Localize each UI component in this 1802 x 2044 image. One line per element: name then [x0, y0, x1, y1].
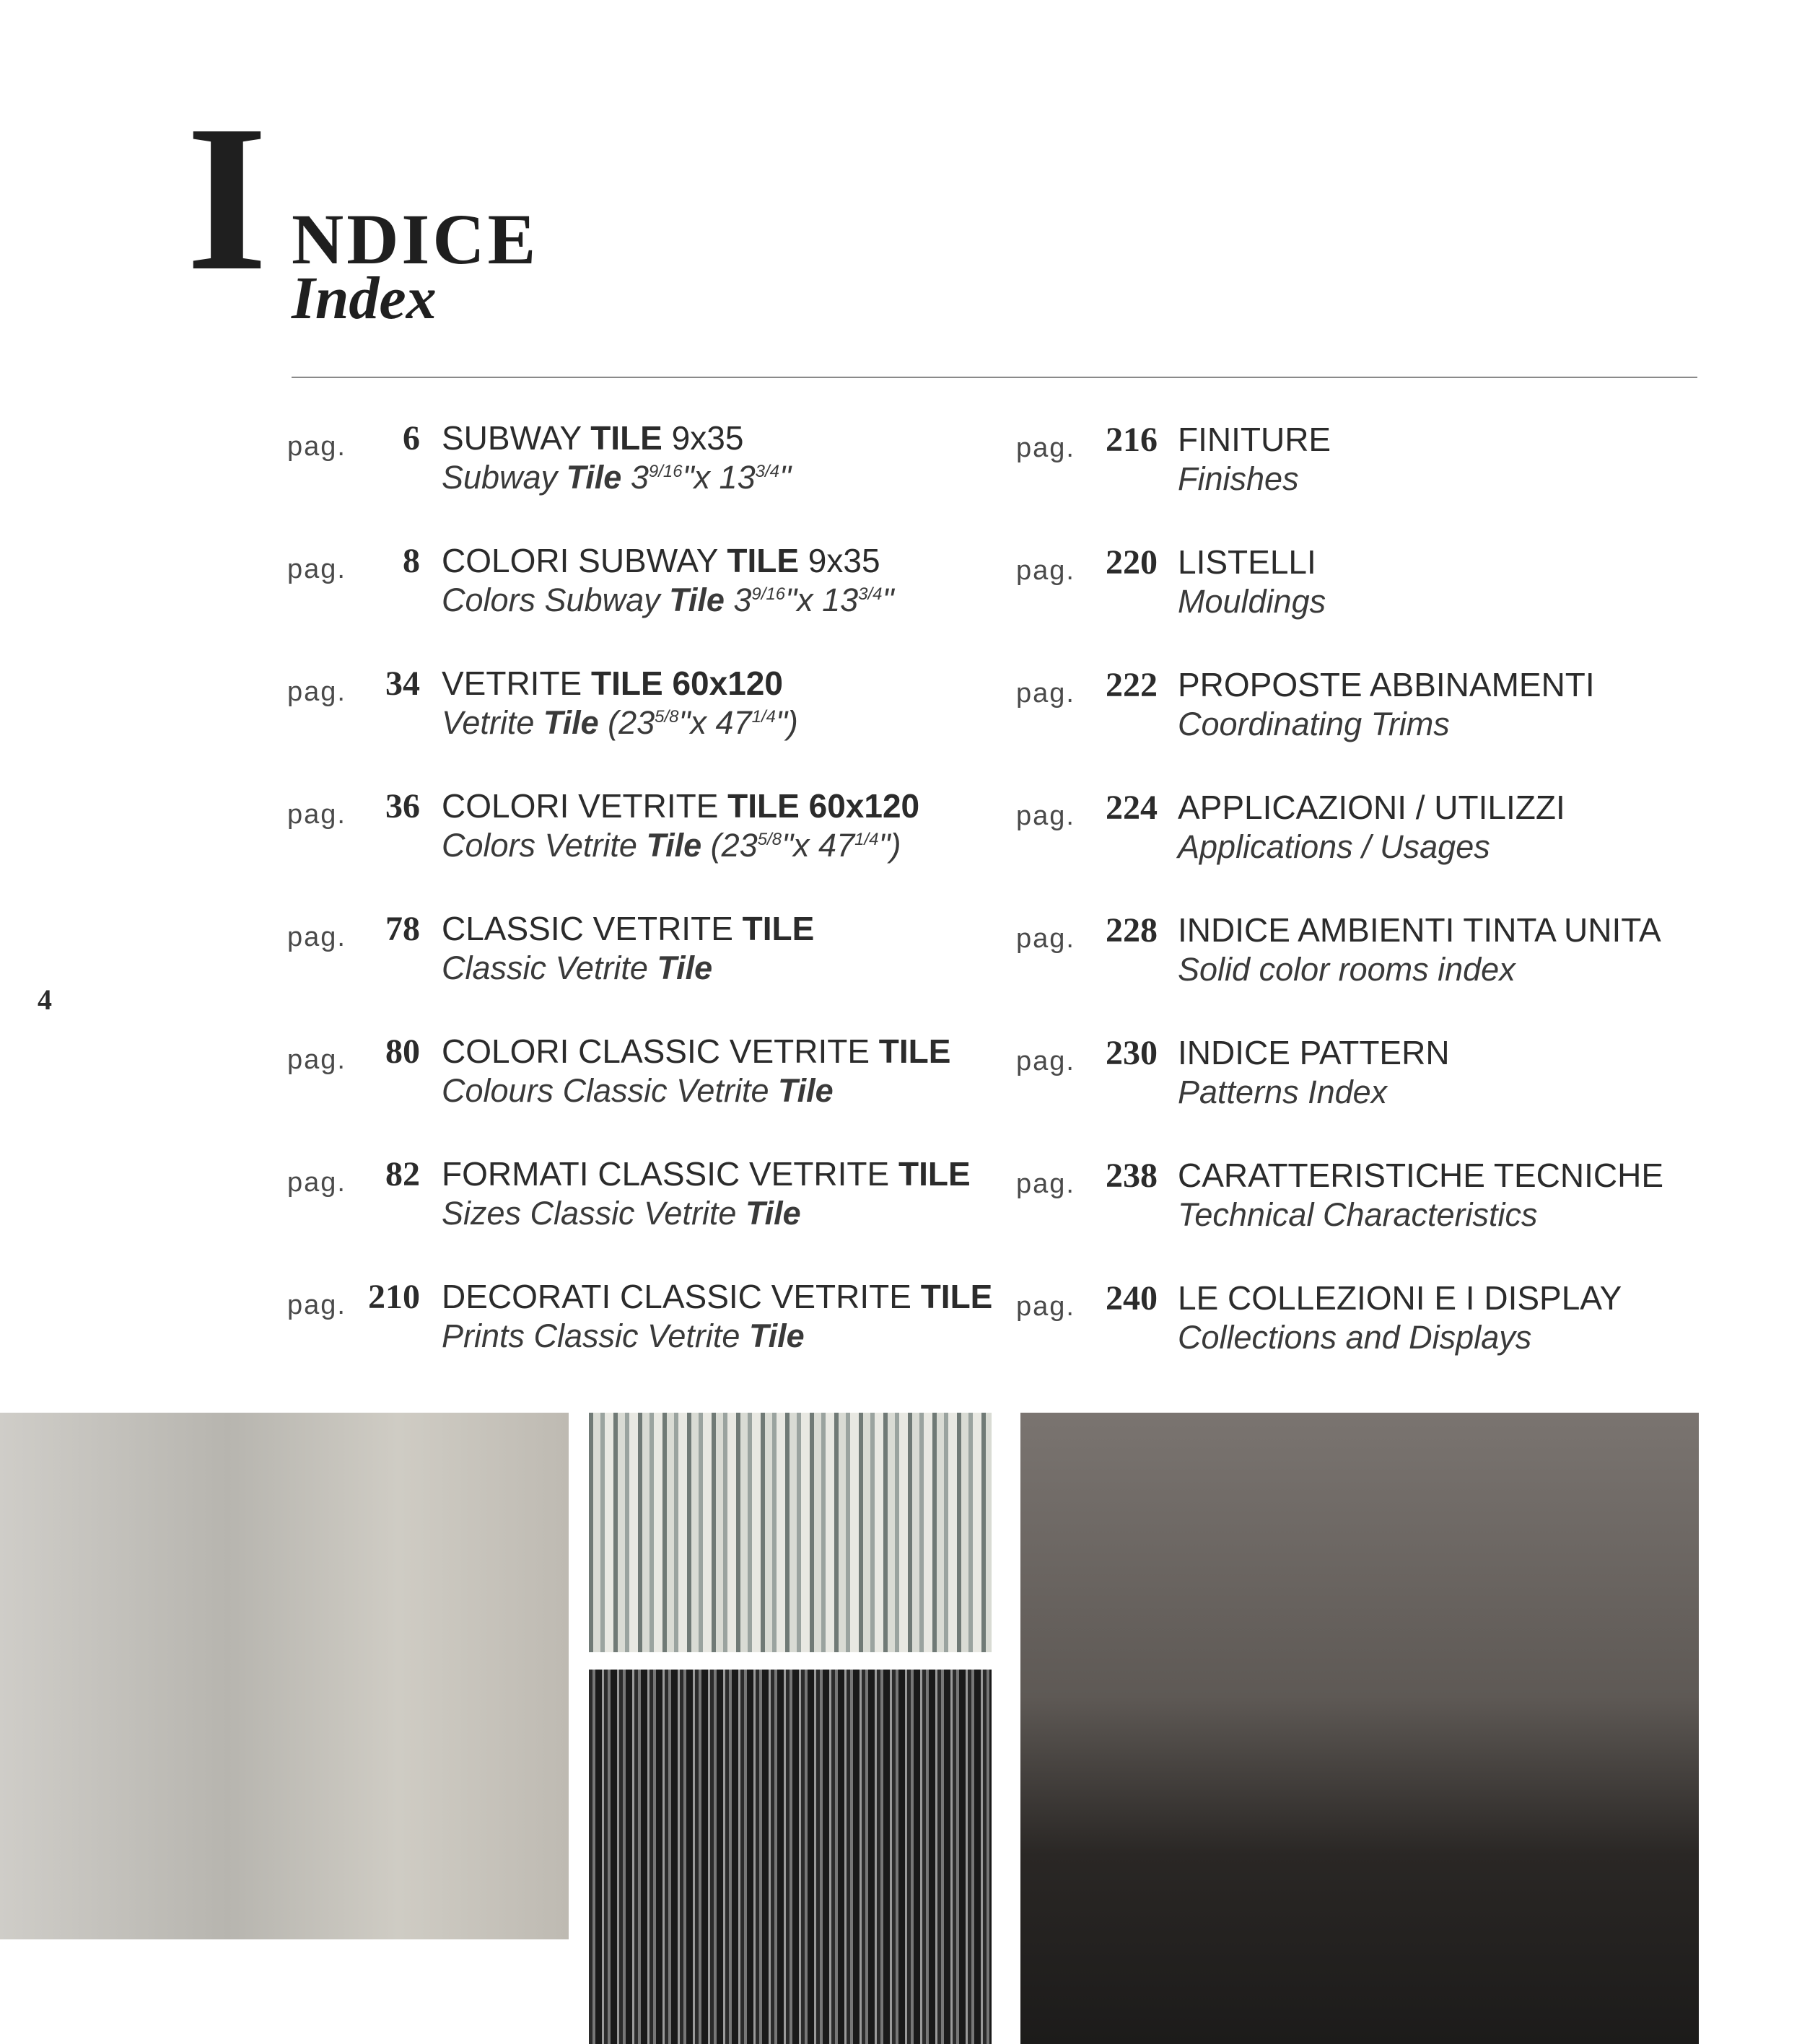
entry-pag-label: pag.	[287, 1045, 346, 1075]
entry-pag-label: pag.	[287, 799, 346, 830]
entry-title-it-text: FORMATI CLASSIC VETRITE	[442, 1155, 898, 1193]
entry-title-en	[442, 582, 894, 619]
entry-title-en-text: Prints Classic Vetrite	[442, 1317, 749, 1354]
entry-size-mid: "x 13	[682, 459, 756, 496]
entry-pag-label: pag.	[287, 677, 346, 707]
entry-size-mid: "x 13	[785, 582, 859, 618]
entry-title-en: Technical Characteristics	[1178, 1196, 1538, 1233]
photo-tile-armchair	[0, 1413, 569, 1939]
entry-pag-label: pag.	[287, 554, 346, 584]
entry-title-en: Finishes	[1178, 460, 1299, 497]
entry-title-it	[442, 541, 880, 580]
entry-title-it-text: DECORATI CLASSIC VETRITE	[442, 1278, 921, 1315]
entry-title-en-bold: Tile	[777, 1072, 834, 1109]
entry-title-en	[442, 1195, 801, 1232]
index-entry[interactable]	[287, 1025, 980, 1111]
entry-title-en-suffix: (23	[701, 827, 758, 864]
entry-title-it	[442, 1032, 950, 1071]
entry-title-en-bold: Tile	[669, 582, 725, 618]
entry-size-mid: "x 47	[782, 827, 855, 864]
entry-title-it-bold: TILE 60x120	[591, 664, 783, 702]
entry-title-it-suffix: 9x35	[799, 542, 880, 579]
page-subtitle: Index	[292, 265, 437, 332]
index-entry[interactable]	[287, 657, 980, 743]
entry-size-end: "	[882, 582, 894, 618]
entry-page-number: 82	[385, 1155, 420, 1193]
page-number: 4	[38, 983, 52, 1016]
entry-title-en	[442, 1317, 805, 1355]
entry-title-en	[442, 949, 712, 987]
entry-size-fraction: 5/8	[757, 830, 782, 849]
index-entry[interactable]	[1016, 658, 1694, 745]
entry-title-it-text: COLORI CLASSIC VETRITE	[442, 1032, 879, 1070]
entry-size-fraction: 1/4	[854, 830, 879, 849]
entry-pag-label: pag.	[1016, 801, 1075, 831]
photo-tile-texture-light	[589, 1413, 992, 1652]
entry-size-mid: "x 47	[678, 704, 752, 741]
entry-title-it-text: CLASSIC VETRITE	[442, 910, 743, 947]
index-entry[interactable]	[1016, 1271, 1694, 1358]
entry-page-number: 238	[1106, 1157, 1158, 1195]
index-entry[interactable]	[1016, 781, 1694, 867]
entry-size-end: ")	[775, 704, 798, 741]
entry-page-number: 222	[1106, 666, 1158, 704]
entry-title-en-text: Colors Subway	[442, 582, 670, 618]
entry-page-number: 216	[1106, 421, 1158, 459]
entry-title-it-bold: TILE	[920, 1278, 993, 1315]
entry-page-number: 240	[1106, 1279, 1158, 1317]
entry-title-it: FINITURE	[1178, 421, 1331, 458]
entry-title-it-bold: TILE	[898, 1155, 971, 1193]
entry-title-it-text: COLORI SUBWAY	[442, 542, 727, 579]
entry-title-en-bold: Tile	[543, 704, 599, 741]
entry-pag-label: pag.	[287, 922, 346, 952]
entry-title-en-text: Vetrite	[442, 704, 543, 741]
entry-size-end: ")	[878, 827, 901, 864]
entry-pag-label: pag.	[287, 1167, 346, 1198]
entry-title-en-suffix: (23	[598, 704, 655, 741]
photo-interior-fireplace	[1020, 1413, 1699, 2044]
entry-title-en	[442, 827, 901, 864]
entry-title-en-suffix: 3	[724, 582, 752, 618]
entry-title-en	[442, 459, 791, 496]
index-entry[interactable]	[287, 411, 980, 498]
index-entry[interactable]	[1016, 535, 1694, 622]
entry-pag-label: pag.	[287, 1290, 346, 1320]
entry-title-it	[442, 1154, 971, 1193]
entry-page-number: 230	[1106, 1034, 1158, 1072]
entry-title-it-bold: TILE	[742, 910, 815, 947]
page-title-initial: I	[186, 82, 268, 314]
index-entry[interactable]	[1016, 413, 1694, 499]
entry-title-it	[442, 418, 743, 457]
entry-pag-label: pag.	[1016, 1169, 1075, 1199]
entry-pag-label: pag.	[287, 431, 346, 462]
entry-title-en-bold: Tile	[657, 949, 713, 986]
entry-title-en	[442, 1072, 834, 1110]
entry-page-number: 6	[403, 419, 420, 457]
entry-pag-label: pag.	[1016, 924, 1075, 954]
entry-page-number: 228	[1106, 911, 1158, 949]
entry-title-it-text: VETRITE	[442, 664, 592, 702]
entry-size-fraction: 3/4	[755, 462, 779, 481]
entry-title-en: Collections and Displays	[1178, 1319, 1532, 1356]
entry-title-en-text: Colors Vetrite	[442, 827, 647, 864]
entry-title-it	[442, 786, 919, 825]
entry-title-en: Patterns Index	[1178, 1074, 1388, 1110]
entry-title-en	[442, 704, 798, 742]
page-title: NDICE	[292, 199, 539, 279]
entry-size-fraction: 1/4	[751, 707, 776, 727]
entry-page-number: 36	[385, 787, 420, 825]
entry-title-it-bold: TILE 60x120	[727, 787, 920, 825]
entry-title-en: Coordinating Trims	[1178, 706, 1450, 742]
entry-page-number: 8	[403, 542, 420, 580]
entry-title-en-text: Sizes Classic Vetrite	[442, 1195, 745, 1232]
entry-title-it	[442, 909, 814, 948]
entry-title-en-bold: Tile	[566, 459, 622, 496]
entry-title-en: Solid color rooms index	[1178, 951, 1515, 988]
index-entry[interactable]	[287, 1147, 980, 1234]
entry-size-fraction: 3/4	[858, 584, 883, 604]
entry-title-it: PROPOSTE ABBINAMENTI	[1178, 666, 1595, 703]
entry-title-it-text: COLORI VETRITE	[442, 787, 728, 825]
entry-title-en-bold: Tile	[646, 827, 702, 864]
entry-page-number: 80	[385, 1032, 420, 1071]
entry-title-en-suffix: 3	[621, 459, 649, 496]
entry-title-it-bold: TILE	[727, 542, 800, 579]
entry-title-en-bold: Tile	[748, 1317, 805, 1354]
entry-size-fraction: 9/16	[648, 462, 683, 481]
entry-pag-label: pag.	[1016, 1046, 1075, 1076]
entry-pag-label: pag.	[1016, 678, 1075, 709]
entry-pag-label: pag.	[1016, 556, 1075, 586]
photo-tile-texture-dark	[589, 1670, 992, 2044]
entry-title-it-text: SUBWAY	[442, 419, 591, 457]
entry-pag-label: pag.	[1016, 433, 1075, 463]
entry-title-en-text: Colours Classic Vetrite	[442, 1072, 778, 1109]
entry-page-number: 224	[1106, 789, 1158, 827]
entry-title-it: LE COLLEZIONI E I DISPLAY	[1178, 1279, 1622, 1317]
entry-size-fraction: 5/8	[655, 707, 679, 727]
entry-title-en: Mouldings	[1178, 583, 1326, 620]
index-entry[interactable]	[287, 1270, 993, 1356]
entry-title-it: CARATTERISTICHE TECNICHE	[1178, 1157, 1664, 1194]
index-entry[interactable]	[1016, 903, 1694, 990]
entry-page-number: 34	[385, 664, 420, 703]
entry-page-number: 210	[368, 1278, 420, 1316]
index-entry[interactable]	[287, 779, 980, 866]
entry-title-it-bold: TILE	[878, 1032, 951, 1070]
entry-title-it	[442, 1277, 992, 1316]
entry-pag-label: pag.	[1016, 1291, 1075, 1322]
index-entry[interactable]	[1016, 1026, 1694, 1113]
entry-title-it: INDICE PATTERN	[1178, 1034, 1450, 1071]
entry-title-en-text: Subway	[442, 459, 567, 496]
entry-title-it: INDICE AMBIENTI TINTA UNITA	[1178, 911, 1661, 949]
entry-title-en-text: Classic Vetrite	[442, 949, 657, 986]
entry-title-en-bold: Tile	[745, 1195, 801, 1232]
entry-title-it-bold: TILE	[590, 419, 662, 457]
entry-page-number: 220	[1106, 543, 1158, 582]
entry-title-it: APPLICAZIONI / UTILIZZI	[1178, 789, 1565, 826]
entry-title-it: LISTELLI	[1178, 543, 1316, 581]
entry-page-number: 78	[385, 910, 420, 948]
entry-title-it	[442, 664, 783, 703]
entry-size-end: "	[779, 459, 791, 496]
index-entry[interactable]	[287, 902, 980, 988]
index-entry[interactable]	[1016, 1149, 1694, 1235]
index-entry[interactable]	[287, 534, 980, 620]
title-divider	[292, 377, 1697, 378]
entry-title-it-suffix: 9x35	[662, 419, 744, 457]
entry-title-en: Applications / Usages	[1178, 828, 1490, 865]
entry-size-fraction: 9/16	[751, 584, 786, 604]
